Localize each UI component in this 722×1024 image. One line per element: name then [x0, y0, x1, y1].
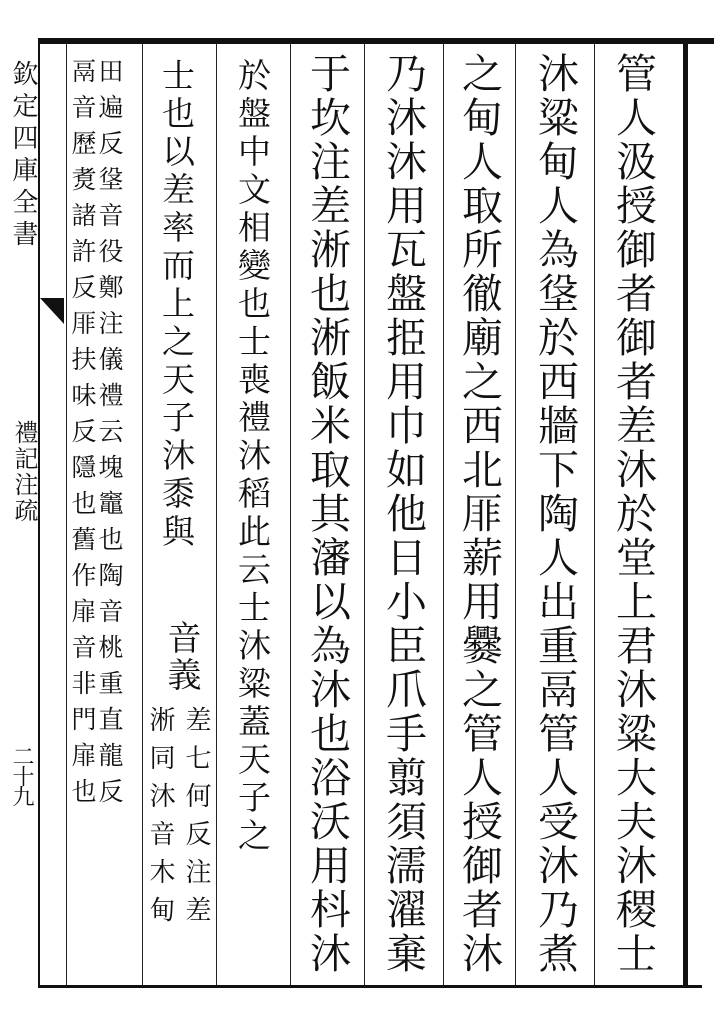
margin-book-title: 禮記注疏 — [10, 420, 38, 524]
text-column-1: 管人汲授御者御者差沐於堂上君沐粱大夫沐稷士 — [609, 52, 657, 976]
column-divider — [594, 44, 595, 985]
column-divider — [443, 44, 444, 985]
frame-bottom-border — [38, 985, 702, 988]
fishtail-mark-icon — [36, 296, 66, 326]
margin-page-number: 二十九 — [9, 745, 34, 805]
frame-top-border — [38, 38, 714, 44]
yinyi-note-right: 差七何反注差 — [181, 706, 211, 934]
yinyi-label: 音義 — [161, 620, 201, 694]
column-divider — [515, 44, 516, 985]
text-column-5: 于坎注差淅也淅飯米取其瀋以為沐也浴沃用枓沐 — [303, 52, 351, 976]
commentary-column-7: 士也以差率而上之天子沐黍與 — [157, 58, 196, 552]
column-divider — [216, 44, 217, 985]
frame-left-border — [38, 38, 40, 988]
frame-right-border — [683, 38, 688, 988]
column-divider — [142, 44, 143, 985]
column-divider — [66, 44, 67, 985]
annotation-column-9: 鬲音歷煑諸許反厞扶味反隱也舊作扉音非門扉也 — [68, 58, 97, 814]
yinyi-note-left: 淅同沐音木甸 — [145, 706, 175, 934]
annotation-column-8: 田遍反垼音役鄭注儀禮云塊竈也陶音桃重直龍反 — [95, 58, 124, 814]
column-divider — [364, 44, 365, 985]
column-divider — [290, 44, 291, 985]
text-column-3: 之甸人取所徹廟之西北厞薪用爨之管人授御者沐 — [455, 52, 503, 976]
text-column-2: 沐粱甸人為垼於西牆下陶人出重鬲管人受沐乃煮 — [531, 52, 579, 976]
commentary-column-6: 於盤中文相變也士喪禮沐稻此云士沐粱蓋天子之 — [233, 58, 272, 856]
margin-collection-title: 欽定四庫全書 — [8, 60, 38, 252]
text-column-4: 乃沐沐用瓦盤挋用巾如他日小臣爪手翦須濡濯棄 — [379, 52, 427, 976]
